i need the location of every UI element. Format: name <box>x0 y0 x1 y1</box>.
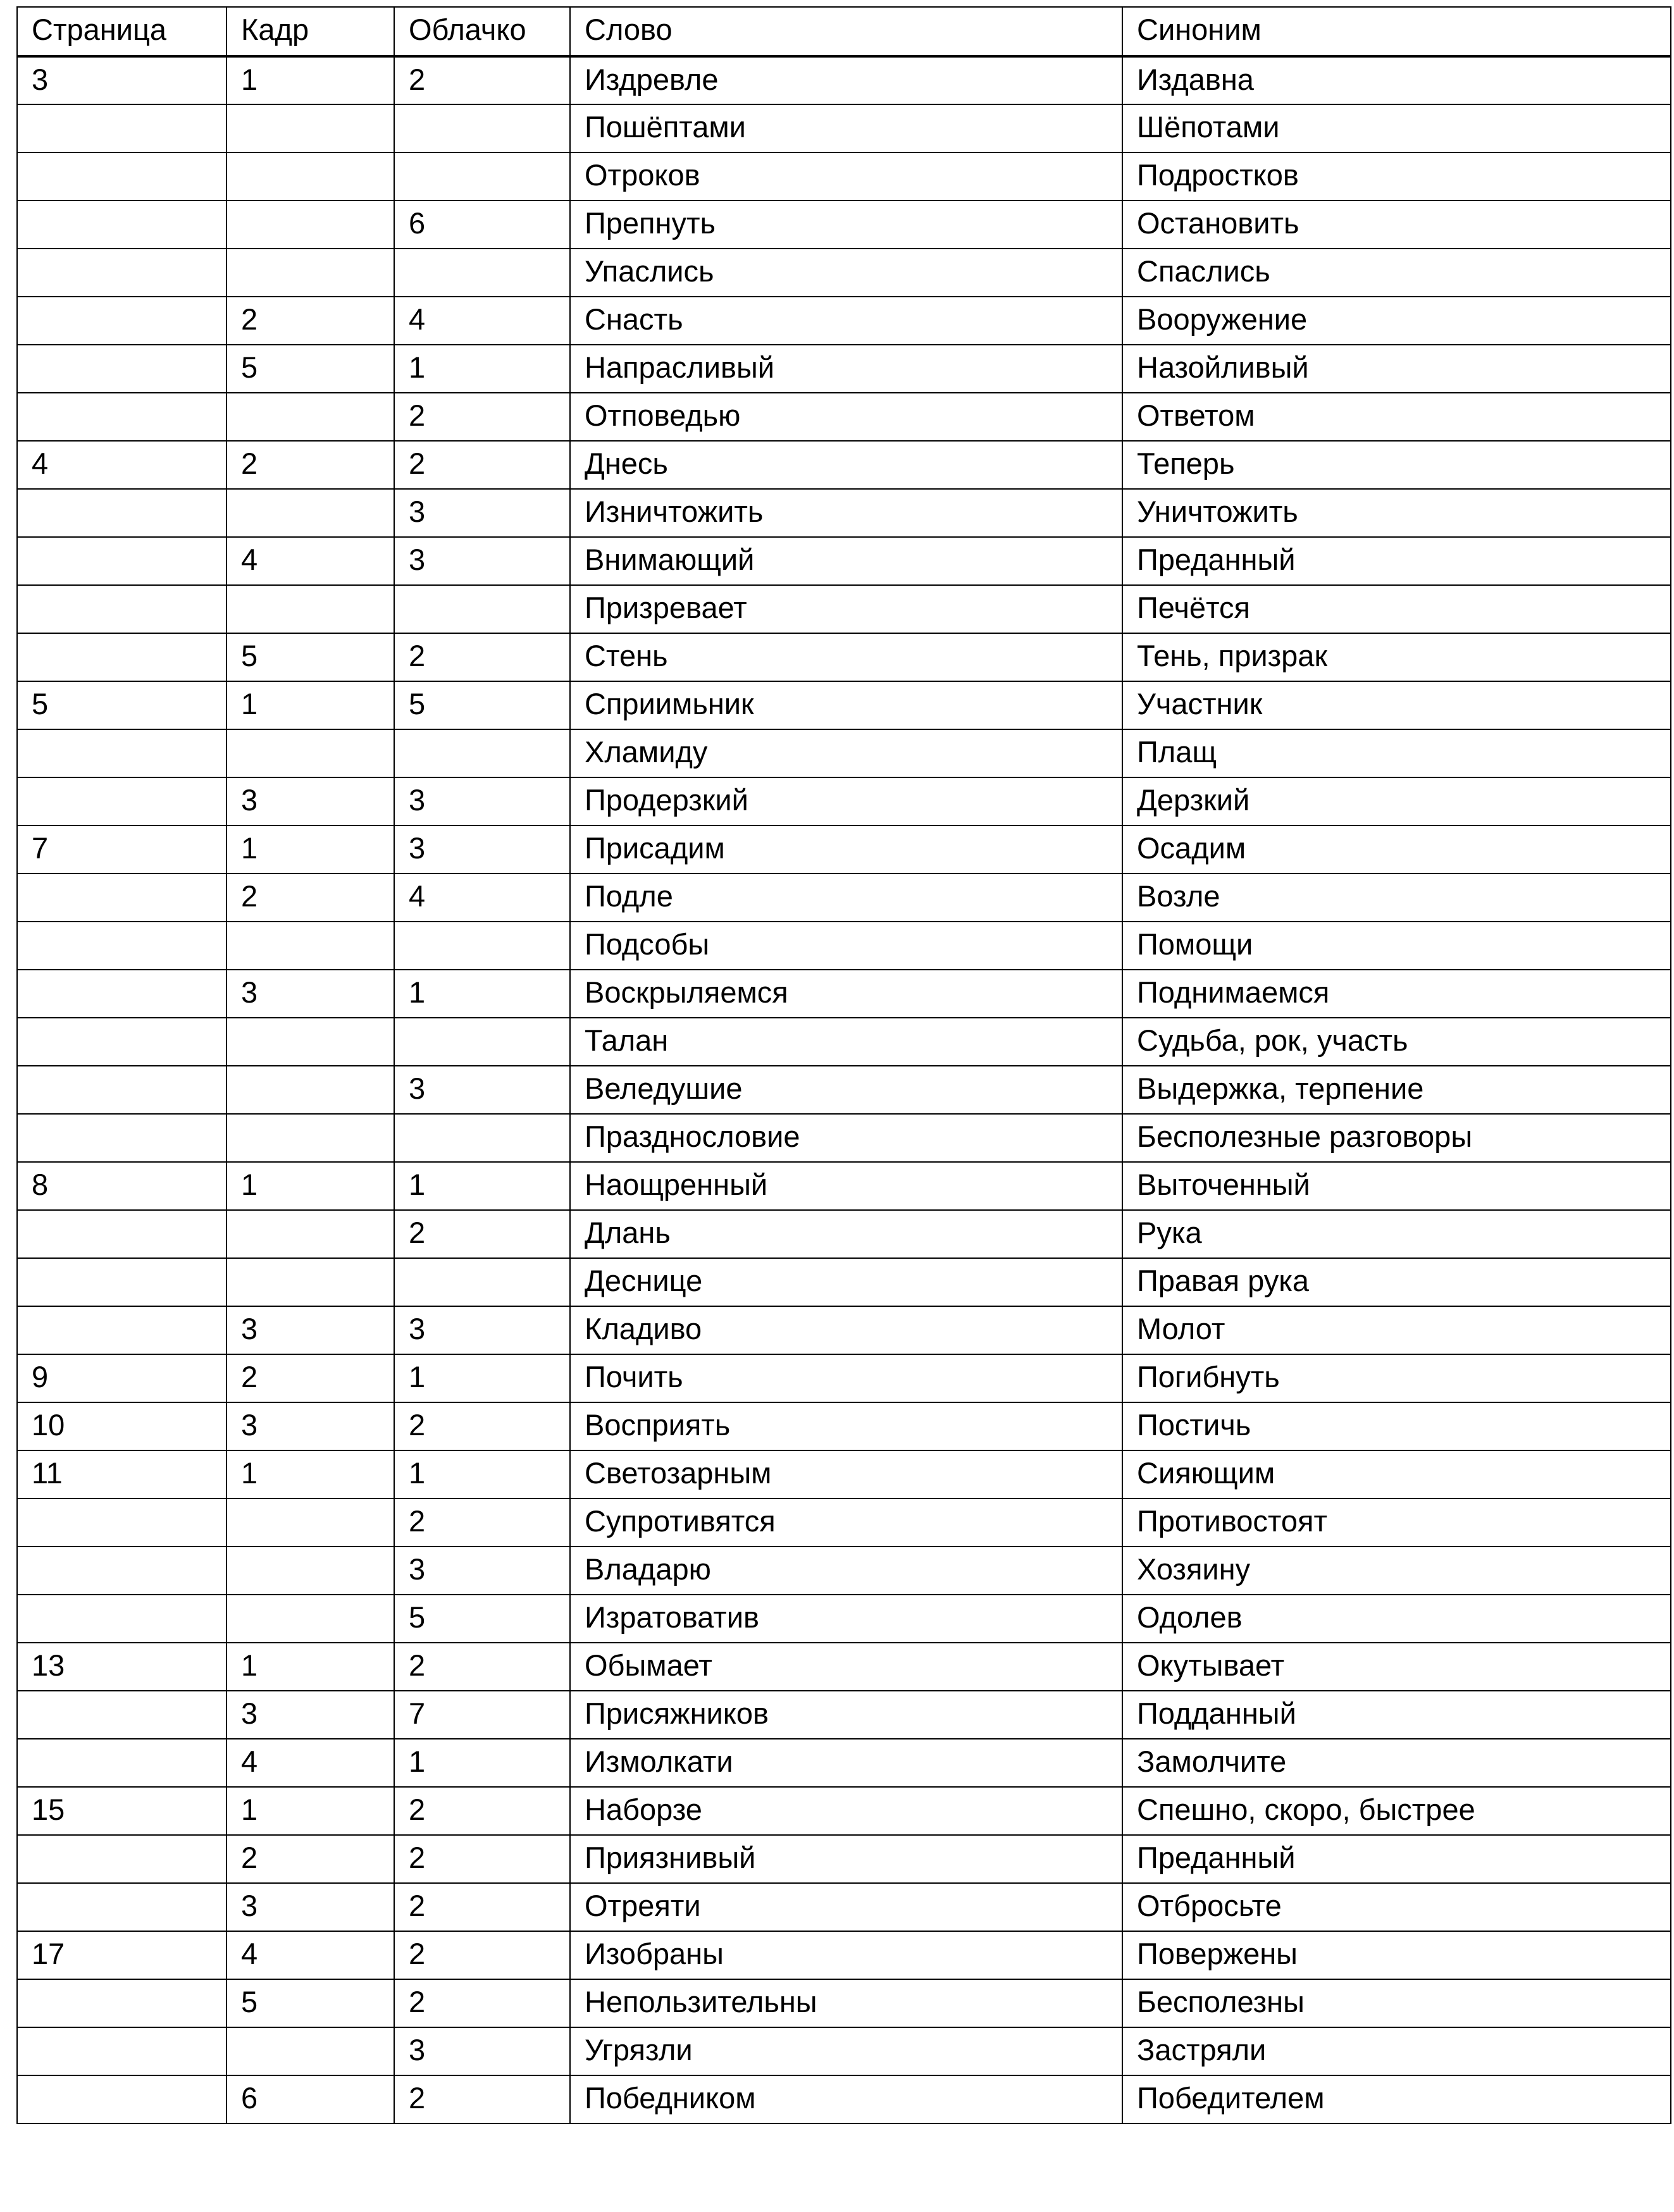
cell-word: Деснице <box>570 1258 1122 1306</box>
cell-frame: 2 <box>226 1835 394 1883</box>
cell-synonym: Погибнуть <box>1122 1354 1671 1402</box>
cell-page <box>17 201 226 249</box>
cell-bubble: 2 <box>394 633 570 681</box>
cell-frame <box>226 1258 394 1306</box>
cell-bubble: 2 <box>394 1835 570 1883</box>
table-row <box>17 1402 1671 1450</box>
cell-page <box>17 393 226 441</box>
header-frame: Кадр <box>226 7 394 56</box>
cell-bubble <box>394 249 570 297</box>
cell-bubble: 2 <box>394 393 570 441</box>
cell-word: Подсобы <box>570 922 1122 970</box>
cell-word: Изничтожить <box>570 489 1122 537</box>
cell-page <box>17 104 226 152</box>
table-row <box>17 1547 1671 1595</box>
table-row <box>17 1691 1671 1739</box>
table-row <box>17 1835 1671 1883</box>
cell-bubble: 2 <box>394 1979 570 2027</box>
cell-bubble: 3 <box>394 1066 570 1114</box>
cell-frame: 1 <box>226 56 394 104</box>
cell-page: 8 <box>17 1162 226 1210</box>
cell-bubble: 2 <box>394 1498 570 1547</box>
cell-frame <box>226 1498 394 1547</box>
cell-bubble: 7 <box>394 1691 570 1739</box>
cell-page <box>17 1498 226 1547</box>
cell-frame <box>226 1547 394 1595</box>
cell-word: Длань <box>570 1210 1122 1258</box>
cell-frame <box>226 1018 394 1066</box>
table-row <box>17 104 1671 152</box>
cell-frame: 2 <box>226 297 394 345</box>
cell-page <box>17 777 226 825</box>
cell-frame <box>226 1114 394 1162</box>
cell-word: Присадим <box>570 825 1122 874</box>
table-row <box>17 825 1671 874</box>
cell-synonym: Издавна <box>1122 56 1671 104</box>
cell-page <box>17 2027 226 2075</box>
cell-synonym: Отбросьте <box>1122 1883 1671 1931</box>
cell-frame: 2 <box>226 441 394 489</box>
table-row <box>17 1787 1671 1835</box>
table-row <box>17 874 1671 922</box>
cell-synonym: Замолчите <box>1122 1739 1671 1787</box>
cell-word: Отповедью <box>570 393 1122 441</box>
table-row <box>17 1354 1671 1402</box>
cell-synonym: Осадим <box>1122 825 1671 874</box>
cell-synonym: Спешно, скоро, быстрее <box>1122 1787 1671 1835</box>
cell-frame: 1 <box>226 825 394 874</box>
cell-frame: 5 <box>226 345 394 393</box>
table-row <box>17 1883 1671 1931</box>
cell-word: Кладиво <box>570 1306 1122 1354</box>
cell-bubble: 6 <box>394 201 570 249</box>
cell-word: Отроков <box>570 152 1122 201</box>
header-word: Слово <box>570 7 1122 56</box>
cell-synonym: Дерзкий <box>1122 777 1671 825</box>
cell-page: 5 <box>17 681 226 729</box>
cell-page <box>17 633 226 681</box>
cell-bubble: 2 <box>394 441 570 489</box>
cell-word: Снасть <box>570 297 1122 345</box>
cell-frame: 5 <box>226 1979 394 2027</box>
cell-synonym: Постичь <box>1122 1402 1671 1450</box>
table-row <box>17 1498 1671 1547</box>
cell-synonym: Правая рука <box>1122 1258 1671 1306</box>
cell-bubble: 1 <box>394 1450 570 1498</box>
cell-frame <box>226 922 394 970</box>
cell-synonym: Плащ <box>1122 729 1671 777</box>
table-row <box>17 345 1671 393</box>
cell-frame: 1 <box>226 1162 394 1210</box>
cell-page <box>17 1258 226 1306</box>
cell-page: 11 <box>17 1450 226 1498</box>
cell-word: Супротивятся <box>570 1498 1122 1547</box>
cell-frame: 2 <box>226 1354 394 1402</box>
table-row <box>17 489 1671 537</box>
cell-word: Упаслись <box>570 249 1122 297</box>
cell-word: Внимающий <box>570 537 1122 585</box>
table-row <box>17 393 1671 441</box>
cell-synonym: Печётся <box>1122 585 1671 633</box>
cell-bubble <box>394 1258 570 1306</box>
cell-page: 10 <box>17 1402 226 1450</box>
cell-synonym: Подданный <box>1122 1691 1671 1739</box>
cell-bubble: 2 <box>394 2075 570 2123</box>
cell-word: Отреяти <box>570 1883 1122 1931</box>
cell-frame: 3 <box>226 777 394 825</box>
cell-page <box>17 1018 226 1066</box>
cell-bubble: 2 <box>394 1402 570 1450</box>
table-body <box>17 56 1671 2123</box>
cell-word: Продерзкий <box>570 777 1122 825</box>
cell-synonym: Выдержка, терпение <box>1122 1066 1671 1114</box>
cell-frame <box>226 1210 394 1258</box>
cell-frame <box>226 201 394 249</box>
cell-bubble: 3 <box>394 537 570 585</box>
cell-synonym: Шёпотами <box>1122 104 1671 152</box>
cell-bubble: 4 <box>394 874 570 922</box>
cell-frame: 1 <box>226 1643 394 1691</box>
cell-bubble <box>394 729 570 777</box>
cell-synonym: Уничтожить <box>1122 489 1671 537</box>
cell-frame <box>226 1595 394 1643</box>
cell-synonym: Назойливый <box>1122 345 1671 393</box>
cell-word: Восприять <box>570 1402 1122 1450</box>
cell-word: Обымает <box>570 1643 1122 1691</box>
cell-frame: 2 <box>226 874 394 922</box>
cell-page <box>17 874 226 922</box>
cell-bubble: 3 <box>394 1547 570 1595</box>
cell-frame: 4 <box>226 537 394 585</box>
cell-bubble: 3 <box>394 777 570 825</box>
cell-frame <box>226 249 394 297</box>
cell-frame <box>226 585 394 633</box>
cell-bubble: 2 <box>394 1643 570 1691</box>
cell-page: 15 <box>17 1787 226 1835</box>
cell-word: Препнуть <box>570 201 1122 249</box>
table-row <box>17 56 1671 104</box>
cell-synonym: Теперь <box>1122 441 1671 489</box>
table-row <box>17 1162 1671 1210</box>
cell-frame: 3 <box>226 1691 394 1739</box>
cell-word: Призревает <box>570 585 1122 633</box>
table-row <box>17 2075 1671 2123</box>
table-row <box>17 585 1671 633</box>
cell-synonym: Преданный <box>1122 537 1671 585</box>
table-row <box>17 152 1671 201</box>
cell-frame <box>226 104 394 152</box>
cell-word: Угрязли <box>570 2027 1122 2075</box>
cell-bubble <box>394 1114 570 1162</box>
table-row <box>17 441 1671 489</box>
cell-page <box>17 585 226 633</box>
cell-word: Приязнивый <box>570 1835 1122 1883</box>
cell-synonym: Судьба, рок, участь <box>1122 1018 1671 1066</box>
table-row <box>17 2027 1671 2075</box>
table-row <box>17 537 1671 585</box>
cell-synonym: Бесполезные разговоры <box>1122 1114 1671 1162</box>
cell-page: 17 <box>17 1931 226 1979</box>
cell-synonym: Вооружение <box>1122 297 1671 345</box>
cell-page <box>17 1210 226 1258</box>
table-row <box>17 1643 1671 1691</box>
cell-frame: 3 <box>226 1883 394 1931</box>
cell-page <box>17 729 226 777</box>
cell-bubble: 1 <box>394 1162 570 1210</box>
cell-word: Победником <box>570 2075 1122 2123</box>
cell-synonym: Окутывает <box>1122 1643 1671 1691</box>
cell-bubble: 2 <box>394 1787 570 1835</box>
synonyms-table <box>16 6 1671 2124</box>
cell-synonym: Поднимаемся <box>1122 970 1671 1018</box>
cell-word: Владарю <box>570 1547 1122 1595</box>
cell-synonym: Участник <box>1122 681 1671 729</box>
cell-word: Талан <box>570 1018 1122 1066</box>
cell-synonym: Ответом <box>1122 393 1671 441</box>
cell-frame: 3 <box>226 1402 394 1450</box>
table-row <box>17 729 1671 777</box>
cell-frame <box>226 393 394 441</box>
cell-page <box>17 537 226 585</box>
table-row <box>17 1210 1671 1258</box>
table-row <box>17 1739 1671 1787</box>
table-row <box>17 1450 1671 1498</box>
table-row <box>17 1979 1671 2027</box>
cell-page <box>17 345 226 393</box>
cell-synonym: Одолев <box>1122 1595 1671 1643</box>
cell-bubble: 2 <box>394 1931 570 1979</box>
header-page: Страница <box>17 7 226 56</box>
cell-word: Наощренный <box>570 1162 1122 1210</box>
cell-page <box>17 1739 226 1787</box>
cell-frame <box>226 2027 394 2075</box>
cell-frame: 1 <box>226 681 394 729</box>
cell-page <box>17 1883 226 1931</box>
cell-bubble <box>394 104 570 152</box>
cell-word: Наборзе <box>570 1787 1122 1835</box>
cell-word: Измолкати <box>570 1739 1122 1787</box>
table-row <box>17 970 1671 1018</box>
cell-frame <box>226 729 394 777</box>
cell-word: Подле <box>570 874 1122 922</box>
cell-synonym: Рука <box>1122 1210 1671 1258</box>
table-row <box>17 633 1671 681</box>
cell-page <box>17 922 226 970</box>
cell-synonym: Повержены <box>1122 1931 1671 1979</box>
cell-page <box>17 1547 226 1595</box>
cell-page <box>17 249 226 297</box>
cell-frame: 1 <box>226 1787 394 1835</box>
header-synonym: Синоним <box>1122 7 1671 56</box>
cell-synonym: Хозяину <box>1122 1547 1671 1595</box>
cell-word: Воскрыляемся <box>570 970 1122 1018</box>
cell-page <box>17 970 226 1018</box>
cell-synonym: Возле <box>1122 874 1671 922</box>
cell-word: Изобраны <box>570 1931 1122 1979</box>
cell-page <box>17 1835 226 1883</box>
cell-word: Стень <box>570 633 1122 681</box>
cell-frame <box>226 489 394 537</box>
cell-bubble: 1 <box>394 1739 570 1787</box>
cell-page <box>17 1306 226 1354</box>
cell-page <box>17 1691 226 1739</box>
cell-bubble: 5 <box>394 681 570 729</box>
cell-bubble: 4 <box>394 297 570 345</box>
cell-page <box>17 297 226 345</box>
cell-synonym: Сияющим <box>1122 1450 1671 1498</box>
cell-frame: 3 <box>226 1306 394 1354</box>
cell-synonym: Остановить <box>1122 201 1671 249</box>
table-row <box>17 777 1671 825</box>
table-row <box>17 1018 1671 1066</box>
cell-bubble: 3 <box>394 489 570 537</box>
cell-synonym: Застряли <box>1122 2027 1671 2075</box>
cell-bubble <box>394 1018 570 1066</box>
table-row <box>17 922 1671 970</box>
table-row <box>17 1066 1671 1114</box>
cell-word: Сприимьник <box>570 681 1122 729</box>
cell-page <box>17 2075 226 2123</box>
cell-page: 13 <box>17 1643 226 1691</box>
cell-word: Веледушие <box>570 1066 1122 1114</box>
cell-bubble: 2 <box>394 56 570 104</box>
cell-bubble: 1 <box>394 345 570 393</box>
cell-frame <box>226 1066 394 1114</box>
cell-frame: 5 <box>226 633 394 681</box>
cell-bubble: 3 <box>394 825 570 874</box>
cell-word: Присяжников <box>570 1691 1122 1739</box>
table-row <box>17 201 1671 249</box>
cell-word: Хламиду <box>570 729 1122 777</box>
cell-page <box>17 1114 226 1162</box>
cell-synonym: Тень, призрак <box>1122 633 1671 681</box>
cell-page <box>17 1979 226 2027</box>
table-row <box>17 681 1671 729</box>
cell-word: Почить <box>570 1354 1122 1402</box>
cell-page <box>17 152 226 201</box>
cell-synonym: Выточенный <box>1122 1162 1671 1210</box>
cell-page: 9 <box>17 1354 226 1402</box>
cell-frame <box>226 152 394 201</box>
cell-frame: 4 <box>226 1931 394 1979</box>
cell-bubble: 3 <box>394 1306 570 1354</box>
cell-page: 3 <box>17 56 226 104</box>
cell-synonym: Спаслись <box>1122 249 1671 297</box>
cell-frame: 1 <box>226 1450 394 1498</box>
cell-bubble: 1 <box>394 970 570 1018</box>
table-row <box>17 1931 1671 1979</box>
cell-bubble: 5 <box>394 1595 570 1643</box>
cell-bubble <box>394 922 570 970</box>
cell-synonym: Преданный <box>1122 1835 1671 1883</box>
cell-synonym: Помощи <box>1122 922 1671 970</box>
cell-page: 7 <box>17 825 226 874</box>
table-row <box>17 297 1671 345</box>
table-row <box>17 1114 1671 1162</box>
cell-word: Изратоватив <box>570 1595 1122 1643</box>
table-row <box>17 1306 1671 1354</box>
cell-page: 4 <box>17 441 226 489</box>
cell-bubble <box>394 585 570 633</box>
cell-word: Пошёптами <box>570 104 1122 152</box>
cell-word: Днесь <box>570 441 1122 489</box>
cell-synonym: Победителем <box>1122 2075 1671 2123</box>
cell-bubble: 2 <box>394 1210 570 1258</box>
cell-bubble: 2 <box>394 1883 570 1931</box>
cell-word: Напрасливый <box>570 345 1122 393</box>
header-bubble: Облачко <box>394 7 570 56</box>
cell-bubble: 1 <box>394 1354 570 1402</box>
cell-word: Непользительны <box>570 1979 1122 2027</box>
cell-synonym: Подростков <box>1122 152 1671 201</box>
cell-frame: 4 <box>226 1739 394 1787</box>
cell-page <box>17 1066 226 1114</box>
cell-word: Празднословие <box>570 1114 1122 1162</box>
cell-synonym: Противостоят <box>1122 1498 1671 1547</box>
cell-frame: 6 <box>226 2075 394 2123</box>
cell-word: Издревле <box>570 56 1122 104</box>
table-row <box>17 1595 1671 1643</box>
cell-synonym: Бесполезны <box>1122 1979 1671 2027</box>
cell-bubble: 3 <box>394 2027 570 2075</box>
cell-page <box>17 489 226 537</box>
cell-page <box>17 1595 226 1643</box>
cell-bubble <box>394 152 570 201</box>
cell-synonym: Молот <box>1122 1306 1671 1354</box>
cell-word: Светозарным <box>570 1450 1122 1498</box>
header-row <box>17 7 1671 56</box>
table-row <box>17 1258 1671 1306</box>
table-row <box>17 249 1671 297</box>
cell-frame: 3 <box>226 970 394 1018</box>
